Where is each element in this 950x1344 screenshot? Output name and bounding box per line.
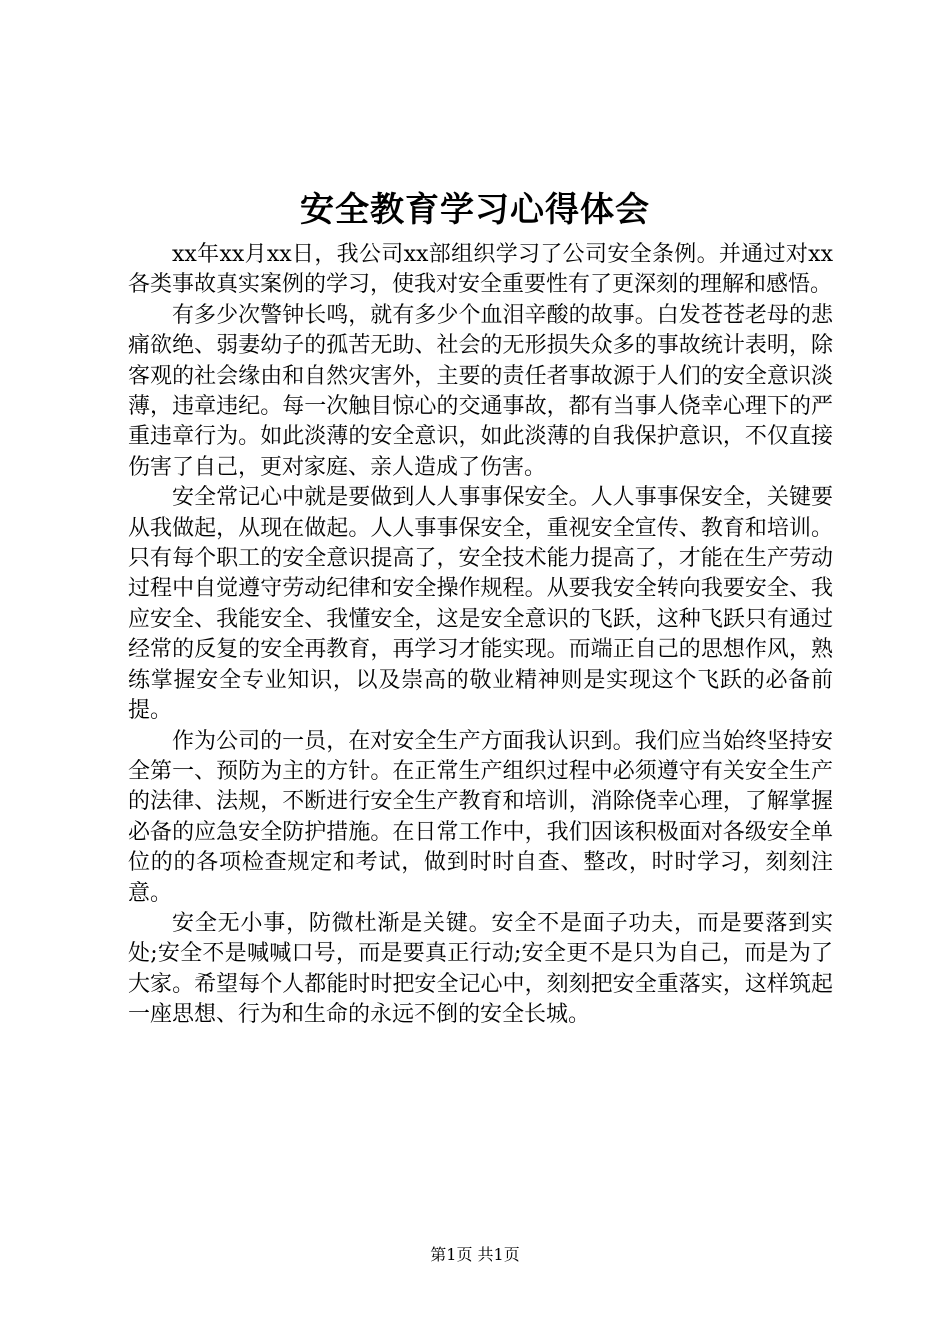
- document-title: 安全教育学习心得体会: [300, 190, 650, 230]
- paragraph-1: xx年xx月xx日，我公司xx部组织学习了公司安全条例。并通过对xx各类事故真实案例的学习，使我对安全重要性有了更深刻的理解和感悟。: [128, 242, 833, 298]
- page-footer: 第1页 共1页: [430, 1245, 520, 1264]
- document-body: [128, 240, 833, 1031]
- paragraph-5: 安全无小事，防微杜渐是关键。安全不是面子功夫，而是要落到实处;安全不是喊喊口号，而是要真正行动;安全更不是只为自己，而是为了大家。希望每个人都能时时把安全记心中，刻刻把安全重落实，这样筑起一座思想、行为和生命的永远不倒的安全长城。: [128, 910, 833, 1028]
- paragraph-3: 安全常记心中就是要做到人人事事保安全。人人事事保安全，关键要从我做起，从现在做起。人人事事保安全，重视安全宣传、教育和培训。只有每个职工的安全意识提高了，安全技术能力提高了，才能在生产劳动过程中自觉遵守劳动纪律和安全操作规程。从要我安全转向我要安全、我应安全、我能安全、我懂安全，这是安全意识的飞跃，这种飞跃只有通过经常的反复的安全再教育，再学习才能实现。而端正自己的思想作风，熟练掌握安全专业知识，以及崇高的敬业精神则是实现这个飞跃的必备前提。: [128, 485, 833, 724]
- paragraph-2: 有多少次警钟长鸣，就有多少个血泪辛酸的故事。白发苍苍老母的悲痛欲绝、弱妻幼子的孤苦无助、社会的无形损失众多的事故统计表明，除客观的社会缘由和自然灾害外，主要的责任者事故源于人们的安全意识淡薄，违章违纪。每一次触目惊心的交通事故，都有当事人侥幸心理下的严重违章行为。如此淡薄的安全意识，如此淡薄的自我保护意识，不仅直接伤害了自己，更对家庭、亲人造成了伤害。: [128, 302, 833, 480]
- paragraph-4: 作为公司的一员，在对安全生产方面我认识到。我们应当始终坚持安全第一、预防为主的方针。在正常生产组织过程中必须遵守有关安全生产的法律、法规，不断进行安全生产教育和培训，消除侥幸心理，了解掌握必备的应急安全防护措施。在日常工作中，我们因该积极面对各级安全单位的的各项检查规定和考试，做到时时自查、整改，时时学习，刻刻注意。: [128, 728, 833, 906]
